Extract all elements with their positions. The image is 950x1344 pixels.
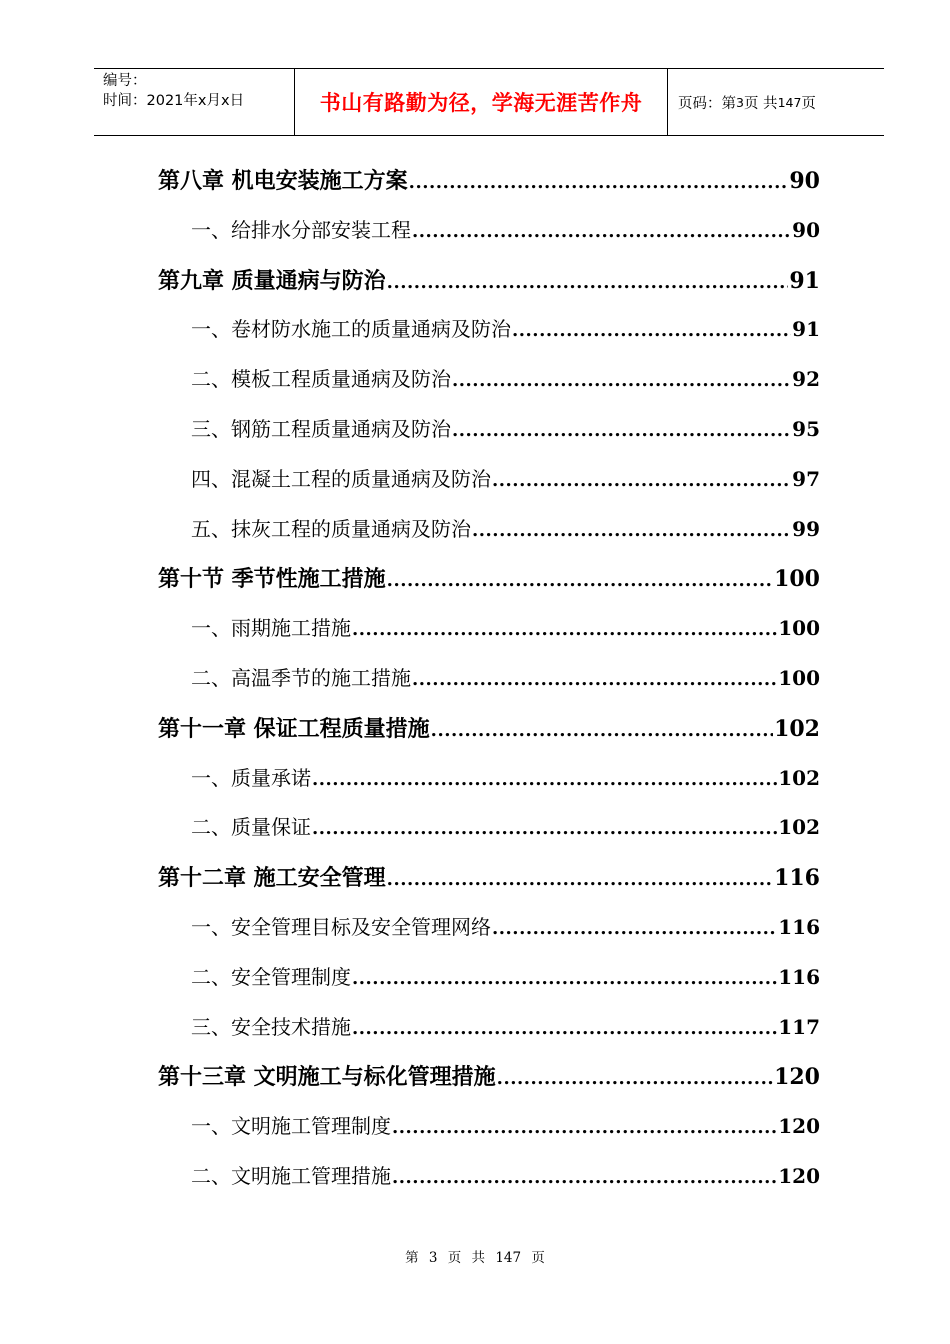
toc-entry-page-number: 102 bbox=[778, 815, 820, 840]
toc-entry-page-number: 99 bbox=[792, 516, 820, 541]
toc-dot-leader bbox=[352, 619, 777, 640]
toc-entry-title: 一、文明施工管理制度 bbox=[191, 1114, 391, 1139]
toc-chapter-entry[interactable] bbox=[158, 164, 820, 214]
toc-entry-title: 二、模板工程质量通病及防治 bbox=[191, 367, 451, 392]
toc-section-entry[interactable] bbox=[158, 363, 820, 413]
toc-section-entry[interactable] bbox=[158, 1110, 820, 1160]
toc-entry-page-number: 100 bbox=[778, 665, 820, 690]
toc-entry-title: 一、雨期施工措施 bbox=[191, 616, 351, 641]
toc-entry-page-number: 117 bbox=[778, 1014, 820, 1039]
toc-entry-title: 第八章 机电安装施工方案 bbox=[158, 169, 408, 194]
toc-dot-leader bbox=[352, 968, 777, 989]
toc-entry-page-number: 120 bbox=[774, 1064, 820, 1091]
toc-entry-title: 三、安全技术措施 bbox=[191, 1014, 351, 1039]
toc-entry-title: 二、高温季节的施工措施 bbox=[191, 665, 411, 690]
toc-section-entry[interactable] bbox=[158, 313, 820, 363]
header-motto: 书山有路勤为径，学海无涯苦作舟 bbox=[295, 69, 668, 135]
toc-dot-leader bbox=[392, 1117, 777, 1138]
toc-entry-page-number: 120 bbox=[778, 1163, 820, 1188]
toc-dot-leader bbox=[492, 470, 791, 491]
toc-entry-title: 第九章 质量通病与防治 bbox=[158, 268, 386, 294]
toc-dot-leader bbox=[352, 1018, 777, 1039]
toc-dot-leader bbox=[412, 669, 777, 690]
toc-entry-page-number: 102 bbox=[778, 765, 820, 790]
toc-dot-leader bbox=[472, 520, 791, 541]
page-middle: 页 共 bbox=[743, 95, 778, 112]
toc-section-entry[interactable] bbox=[158, 762, 820, 812]
toc-section-entry[interactable] bbox=[158, 612, 820, 662]
header-page-info bbox=[668, 69, 884, 135]
toc-dot-leader bbox=[387, 570, 773, 591]
toc-section-entry[interactable] bbox=[158, 961, 820, 1011]
toc-entry-page-number: 100 bbox=[774, 566, 820, 593]
toc-section-entry[interactable] bbox=[158, 214, 820, 264]
toc-entry-page-number: 116 bbox=[778, 964, 820, 989]
toc-dot-leader bbox=[452, 370, 791, 391]
header-meta bbox=[94, 69, 295, 135]
toc-dot-leader bbox=[387, 869, 773, 890]
toc-dot-leader bbox=[431, 720, 773, 741]
page-total: 147 bbox=[777, 94, 802, 110]
toc-entry-title: 四、混凝土工程的质量通病及防治 bbox=[191, 466, 491, 491]
toc-entry-title: 第十节 季节性施工措施 bbox=[158, 567, 386, 593]
toc-entry-title: 一、卷材防水施工的质量通病及防治 bbox=[191, 317, 511, 342]
toc-dot-leader bbox=[409, 172, 789, 193]
page-prefix: 页码：第 bbox=[678, 95, 736, 112]
document-time-label: 时间：2021年x月x日 bbox=[103, 93, 245, 109]
toc-entry-page-number: 92 bbox=[792, 367, 820, 392]
toc-dot-leader bbox=[452, 420, 791, 441]
toc-entry-title: 第十三章 文明施工与标化管理措施 bbox=[158, 1065, 496, 1091]
toc-entry-title: 一、给排水分部安装工程 bbox=[191, 217, 411, 242]
page-suffix: 页 bbox=[801, 95, 816, 112]
toc-dot-leader bbox=[412, 221, 791, 242]
toc-dot-leader bbox=[312, 818, 777, 839]
toc-entry-page-number: 116 bbox=[774, 865, 820, 892]
table-of-contents bbox=[158, 164, 820, 1210]
toc-section-entry[interactable] bbox=[158, 1011, 820, 1061]
toc-chapter-entry[interactable] bbox=[158, 1060, 820, 1110]
toc-dot-leader bbox=[497, 1068, 773, 1089]
toc-entry-title: 一、质量承诺 bbox=[191, 765, 311, 790]
toc-entry-title: 三、钢筋工程质量通病及防治 bbox=[191, 416, 451, 441]
toc-entry-title: 一、安全管理目标及安全管理网络 bbox=[191, 914, 491, 939]
toc-entry-page-number: 116 bbox=[778, 914, 820, 939]
toc-entry-title: 二、质量保证 bbox=[191, 815, 311, 840]
toc-section-entry[interactable] bbox=[158, 811, 820, 861]
toc-entry-title: 第十一章 保证工程质量措施 bbox=[158, 716, 430, 742]
toc-entry-page-number: 90 bbox=[789, 168, 820, 194]
toc-section-entry[interactable] bbox=[158, 1160, 820, 1210]
toc-section-entry[interactable] bbox=[158, 911, 820, 961]
toc-section-entry[interactable] bbox=[158, 413, 820, 463]
toc-entry-page-number: 95 bbox=[792, 416, 820, 441]
document-number-label: 编号： bbox=[103, 73, 147, 89]
toc-entry-page-number: 90 bbox=[792, 217, 820, 242]
page-header bbox=[94, 68, 884, 136]
toc-section-entry[interactable] bbox=[158, 463, 820, 513]
toc-entry-title: 五、抹灰工程的质量通病及防治 bbox=[191, 516, 471, 541]
toc-entry-page-number: 97 bbox=[792, 466, 820, 491]
toc-section-entry[interactable] bbox=[158, 513, 820, 563]
toc-dot-leader bbox=[392, 1167, 777, 1188]
toc-chapter-entry[interactable] bbox=[158, 264, 820, 314]
toc-dot-leader bbox=[512, 320, 791, 341]
toc-entry-page-number: 120 bbox=[778, 1114, 820, 1139]
toc-entry-title: 第十二章 施工安全管理 bbox=[158, 866, 386, 892]
toc-chapter-entry[interactable] bbox=[158, 712, 820, 762]
toc-dot-leader bbox=[387, 272, 789, 293]
toc-section-entry[interactable] bbox=[158, 662, 820, 712]
page-footer: 第 3 页 共 147 页 bbox=[405, 1250, 545, 1266]
toc-chapter-entry[interactable] bbox=[158, 861, 820, 911]
toc-entry-page-number: 91 bbox=[789, 267, 820, 294]
page-current: 3 bbox=[736, 94, 744, 110]
toc-entry-page-number: 102 bbox=[774, 715, 820, 742]
toc-dot-leader bbox=[312, 769, 777, 790]
toc-entry-title: 二、安全管理制度 bbox=[191, 964, 351, 989]
toc-entry-page-number: 91 bbox=[792, 317, 820, 342]
toc-chapter-entry[interactable] bbox=[158, 562, 820, 612]
toc-entry-title: 二、文明施工管理措施 bbox=[191, 1163, 391, 1188]
toc-dot-leader bbox=[492, 918, 777, 939]
toc-entry-page-number: 100 bbox=[778, 616, 820, 641]
